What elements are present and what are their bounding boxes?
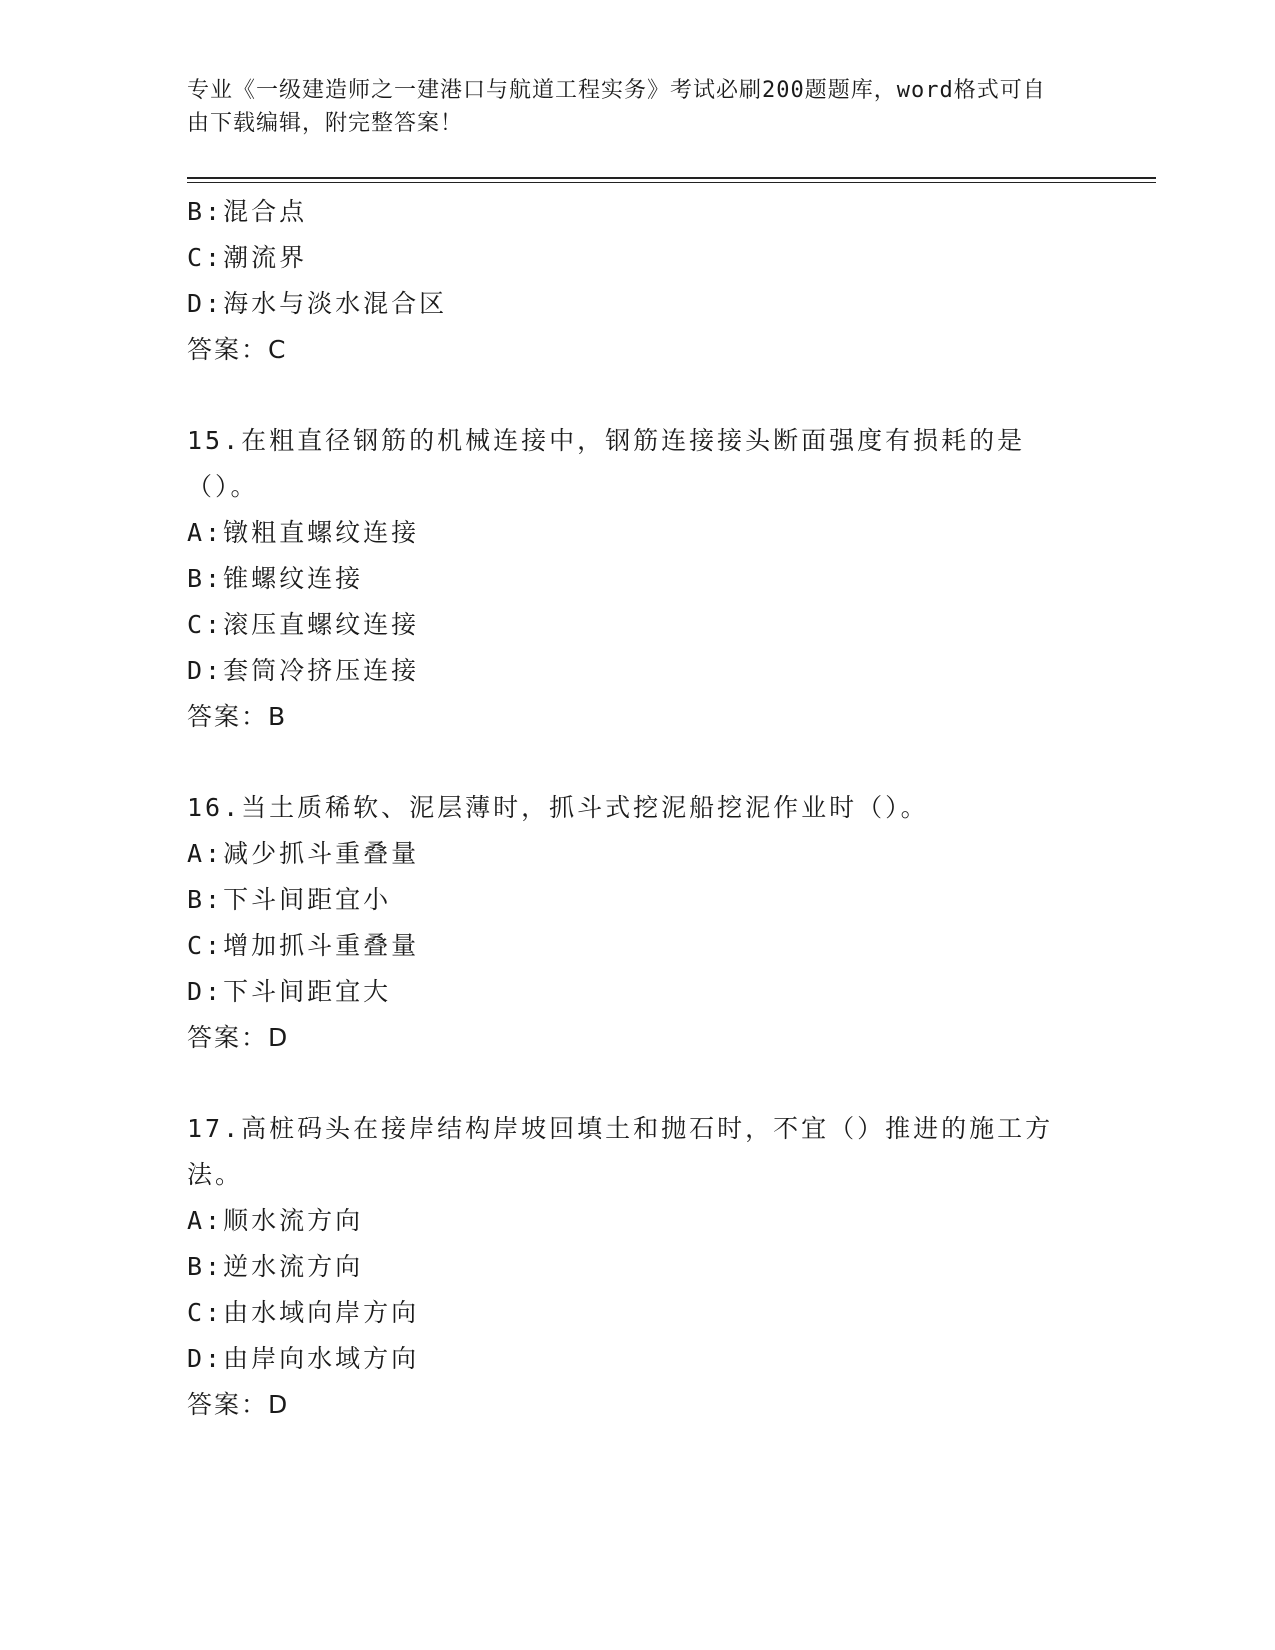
- answer-line: 答案：C: [187, 335, 288, 364]
- answer-line: 答案：D: [187, 1023, 290, 1052]
- option-text: 下斗间距宜小: [223, 885, 392, 914]
- option-label: A:: [187, 839, 224, 868]
- question-16-block: [187, 785, 1087, 1061]
- option-text: 潮流界: [223, 243, 308, 272]
- option-b: [187, 1244, 1087, 1290]
- option-label: B:: [187, 1252, 224, 1281]
- option-c: [187, 235, 1087, 281]
- question-text: 16.当土质稀软、泥层薄时，抓斗式挖泥船挖泥作业时（）。: [187, 793, 929, 822]
- question-content: [187, 189, 1087, 1428]
- option-a: [187, 1198, 1087, 1244]
- question-spacer: [187, 1061, 1087, 1106]
- option-c: [187, 1290, 1087, 1336]
- option-d: [187, 1336, 1087, 1382]
- option-text: 海水与淡水混合区: [223, 289, 448, 318]
- option-label: D:: [187, 1344, 224, 1373]
- option-label: B:: [187, 885, 224, 914]
- option-text: 由岸向水域方向: [223, 1344, 420, 1373]
- header-divider-thick: [187, 177, 1156, 179]
- option-a: [187, 831, 1087, 877]
- question-text: 17.高桩码头在接岸结构岸坡回填土和抛石时，不宜（）推进的施工方法。: [187, 1114, 1054, 1189]
- question-15-block: [187, 418, 1087, 740]
- option-label: A:: [187, 518, 224, 547]
- option-text: 由水域向岸方向: [223, 1298, 420, 1327]
- option-text: 锥螺纹连接: [223, 564, 364, 593]
- option-b: [187, 877, 1087, 923]
- answer-line: 答案：B: [187, 702, 288, 731]
- option-label: C:: [187, 1298, 224, 1327]
- option-label: B:: [187, 564, 224, 593]
- header-divider-thin: [187, 182, 1156, 183]
- option-text: 顺水流方向: [223, 1206, 364, 1235]
- option-text: 套筒冷挤压连接: [223, 656, 420, 685]
- option-b: [187, 556, 1087, 602]
- document-header: 专业《一级建造师之一建港口与航道工程实务》考试必刷200题题库，word格式可自由下载编辑，附完整答案！: [187, 78, 1046, 136]
- option-a: [187, 510, 1087, 556]
- question-text: 15.在粗直径钢筋的机械连接中，钢筋连接接头断面强度有损耗的是（）。: [187, 426, 1026, 501]
- option-label: D:: [187, 289, 224, 318]
- question-17-block: [187, 1106, 1087, 1428]
- option-label: D:: [187, 656, 224, 685]
- option-text: 逆水流方向: [223, 1252, 364, 1281]
- prev-question-block: [187, 189, 1087, 373]
- option-text: 增加抓斗重叠量: [223, 931, 420, 960]
- option-label: C:: [187, 243, 224, 272]
- option-b: [187, 189, 1087, 235]
- question-spacer: [187, 740, 1087, 785]
- option-d: [187, 969, 1087, 1015]
- option-label: C:: [187, 931, 224, 960]
- option-text: 镦粗直螺纹连接: [223, 518, 420, 547]
- option-c: [187, 602, 1087, 648]
- option-d: [187, 648, 1087, 694]
- option-text: 下斗间距宜大: [223, 977, 392, 1006]
- option-text: 减少抓斗重叠量: [223, 839, 420, 868]
- option-label: C:: [187, 610, 224, 639]
- option-d: [187, 281, 1087, 327]
- option-text: 滚压直螺纹连接: [223, 610, 420, 639]
- option-label: A:: [187, 1206, 224, 1235]
- option-label: B:: [187, 197, 224, 226]
- option-text: 混合点: [223, 197, 308, 226]
- answer-line: 答案：D: [187, 1390, 290, 1419]
- option-label: D:: [187, 977, 224, 1006]
- question-spacer: [187, 373, 1087, 418]
- option-c: [187, 923, 1087, 969]
